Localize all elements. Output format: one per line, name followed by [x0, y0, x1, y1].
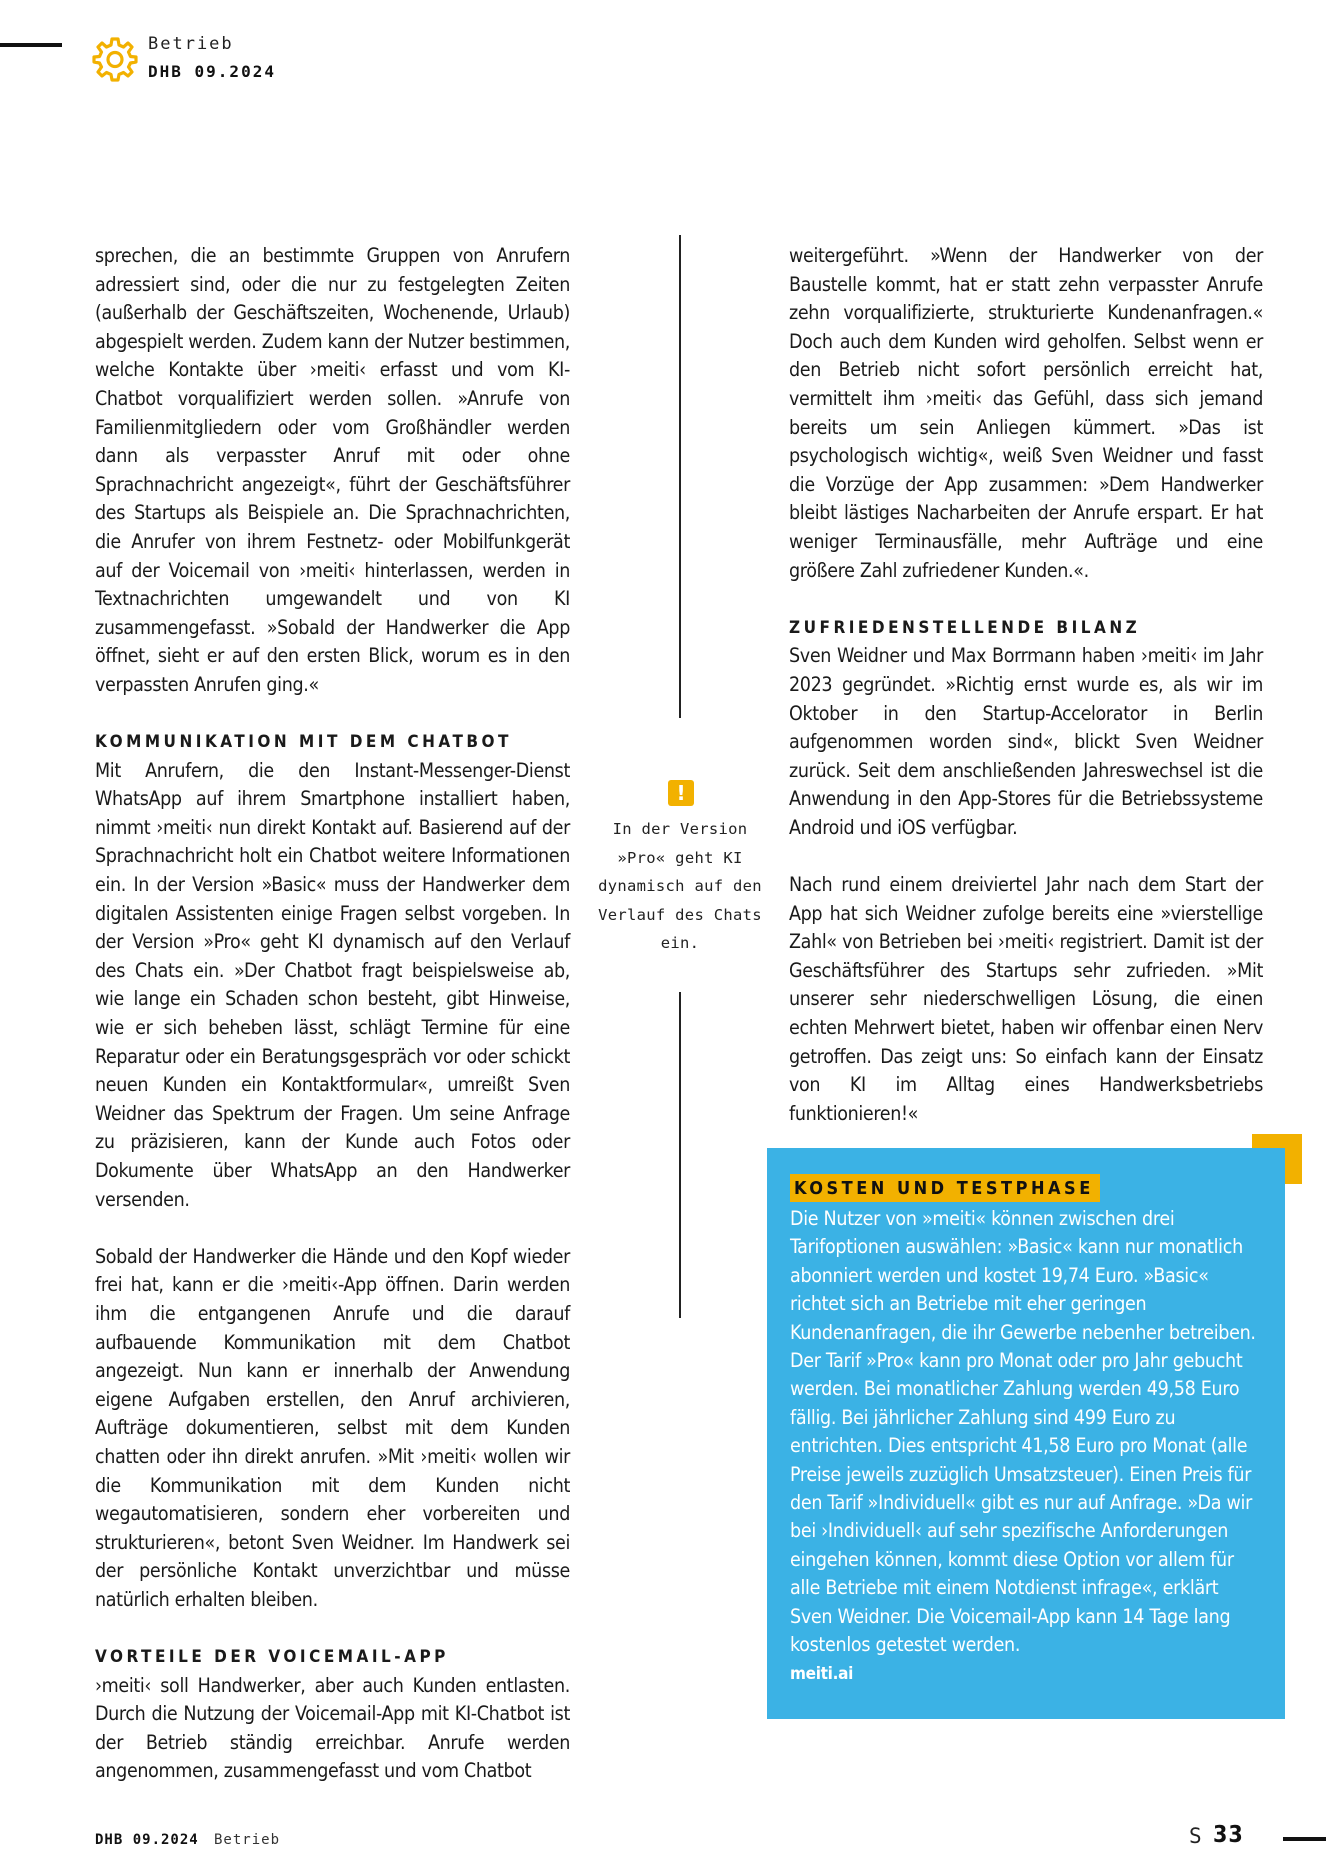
- column-divider-bottom: [679, 992, 681, 1318]
- header-rule: [0, 43, 62, 47]
- footer-section: Betrieb: [214, 1832, 281, 1848]
- left-column: [95, 242, 570, 1786]
- info-box-content: [790, 1174, 1264, 1688]
- body-paragraph: Sven Weidner und Max Borrmann haben ›meiti‹ im Jahr 2023 gegründet. »Richtig ernst wurde es, als wir im Oktober in den Startup-Accelorator in Berlin aufgenommen worden sind«, blickt Sven Weidner zurück. Seit dem anschließenden Jahreswechsel ist die Anwendung in den App-Stores für die Betriebssysteme Android und iOS verfügbar.: [789, 644, 1263, 839]
- pull-quote: In der Version »Pro« geht KI dynamisch auf den Verlauf des Chats ein.: [598, 820, 762, 953]
- footer-issue: DHB 09.2024: [95, 1832, 199, 1848]
- body-paragraph: Sobald der Handwerker die Hände und den Kopf wieder frei hat, kann er die ›meiti‹-App öffnen. Darin werden ihm die entgangenen Anrufe und die darauf aufbauende Kommunikation mit dem Chatbot angezeigt. Nun kann er innerhalb der Anwendung eigene Aufgaben erstellen, den Anruf archivieren, Aufträge dokumentieren, selbst mit dem Kunden chatten oder ihn direkt anrufen. »Mit ›meiti‹ wollen wir die Kommunikation mit dem Kunden nicht wegautomatisieren, sondern eher vorbereiten und strukturieren«, betont Sven Weidner. Im Handwerk sei der persönliche Kontakt unverzichtbar und müsse natürlich erhalten bleiben.: [95, 1244, 570, 1611]
- subheading-voicemail: VORTEILE DER VOICEMAIL-APP: [95, 1647, 449, 1668]
- info-box-title: KOSTEN UND TESTPHASE: [790, 1174, 1100, 1202]
- footer-page-prefix: S: [1189, 1824, 1202, 1848]
- column-divider-top: [679, 235, 681, 718]
- subheading-chatbot: KOMMUNIKATION MIT DEM CHATBOT: [95, 732, 512, 753]
- subheading-bilanz: ZUFRIEDENSTELLENDE BILANZ: [789, 617, 1141, 638]
- issue-label: DHB 09.2024: [148, 62, 276, 81]
- gear-icon: [92, 36, 138, 82]
- body-paragraph: Nach rund einem dreiviertel Jahr nach dem Start der App hat sich Weidner zufolge bereits eine »vierstellige Zahl« von Betrieben bei ›meiti‹ registriert. Damit ist der Geschäftsführer des Startups sehr zufrieden. »Mit unserer sehr niederschwelligen Lösung, die einen echten Mehrwert bietet, haben wir offenbar einen Nerv getroffen. Das zeigt uns: So einfach kann der Einsatz von KI im Alltag eines Handwerksbetriebs funktionieren!«: [789, 873, 1263, 1125]
- body-paragraph: Mit Anrufern, die den Instant-Messenger-Dienst WhatsApp auf ihrem Smartphone installiert haben, nimmt ›meiti‹ nun direkt Kontakt auf. Basierend auf der Sprachnachricht holt ein Chatbot weitere Informationen ein. In der Version »Basic« muss der Handwerker dem digitalen Assistenten einige Fragen selbst vorgeben. In der Version »Pro« geht KI dynamisch auf den Verlauf des Chats ein. »Der Chatbot fragt beispielsweise ab, wie lange ein Schaden schon besteht, gibt Hinweise, wie er sich beheben lässt, schlägt Termine für eine Reparatur oder ein Beratungsgespräch vor oder schickt neuen Kunden ein Kontaktformular«, umreißt Sven Weidner das Spektrum der Fragen. Um seine Anfrage zu präzisieren, kann der Kunde auch Fotos oder Dokumente über WhatsApp an den Handwerker versenden.: [95, 758, 570, 1211]
- body-paragraph: sprechen, die an bestimmte Gruppen von Anrufern adressiert sind, oder die nur zu festgelegten Zeiten (außerhalb der Geschäftszeiten, Wochenende, Urlaub) abgespielt werden. Zudem kann der Nutzer bestimmen, welche Kontakte über ›meiti‹ erfasst und vom KI-Chatbot vorqualifiziert werden sollen. »Anrufe von Familienmitgliedern oder vom Großhändler werden dann als verpasster Anruf mit oder ohne Sprachnachricht angezeigt«, führt der Geschäftsführer des Startups als Beispiele an. Die Sprachnachrichten, die Anrufer von ihrem Festnetz- oder Mobilfunkgerät auf der Voicemail von ›meiti‹ hinterlassen, werden in Textnachrichten umgewandelt und von KI zusammengefasst. »Sobald der Handwerker die App öffnet, sieht er auf den ersten Blick, worum es in den verpassten Anrufen ging.«: [95, 244, 570, 696]
- exclamation-icon: !: [668, 780, 694, 806]
- footer-rule: [1283, 1837, 1326, 1841]
- body-paragraph: ›meiti‹ soll Handwerker, aber auch Kunden entlasten. Durch die Nutzung der Voicemail-App mit KI-Chatbot ist der Betrieb ständig erreichbar. Anrufe werden angenommen, zusammengefasst und vom Chatbot: [95, 1673, 570, 1783]
- body-paragraph: weitergeführt. »Wenn der Handwerker von der Baustelle kommt, hat er statt zehn verpasster Anrufe zehn vorqualifizierte, strukturierte Kundenanfragen.« Doch auch dem Kunden wird geholfen. Selbst wenn er den Betrieb nicht sofort persönlich erreicht hat, vermittelt ihm ›meiti‹ das Gefühl, dass sich jemand bereits um sein Anliegen kümmert. »Das ist psychologisch wichtig«, weiß Sven Weidner und fasst die Vorzüge der App zusammen: »Dem Handwerker bleibt lästiges Nacharbeiten der Anrufe erspart. Er hat weniger Terminausfälle, mehr Aufträge und eine größere Zahl zufriedener Kunden.«.: [789, 244, 1263, 582]
- right-column: [789, 242, 1263, 1128]
- section-label: Betrieb: [148, 34, 234, 54]
- info-box-text: Die Nutzer von »meiti« können zwischen drei Tarifoptionen auswählen: »Basic« kann nur monatlich abonniert werden und kostet 19,74 Euro. »Basic« richtet sich an Betriebe mit eher geringen Kundenanfragen, die ihr Gewerbe nebenher betreiben. Der Tarif »Pro« kann pro Monat oder pro Jahr gebucht werden. Bei monatlicher Zahlung werden 49,58 Euro fällig. Bei jährlicher Zahlung sind 499 Euro zu entrichten. Dies entspricht 41,58 Euro pro Monat (alle Preise jeweils zuzüglich Umsatzsteuer). Einen Preis für den Tarif »Individuell« gibt es nur auf Anfrage. »Da wir bei ›Individuell‹ auf sehr spezifische Anforderungen eingehen können, kommt diese Option vor allem für alle Betriebe mit einem Notdienst infrage«, erklärt Sven Weidner. Die Voicemail-App kann 14 Tage lang kostenlos getestet werden.: [790, 1207, 1256, 1657]
- info-box-source-link[interactable]: meiti.ai: [790, 1663, 854, 1684]
- page-number: 33: [1213, 1822, 1244, 1848]
